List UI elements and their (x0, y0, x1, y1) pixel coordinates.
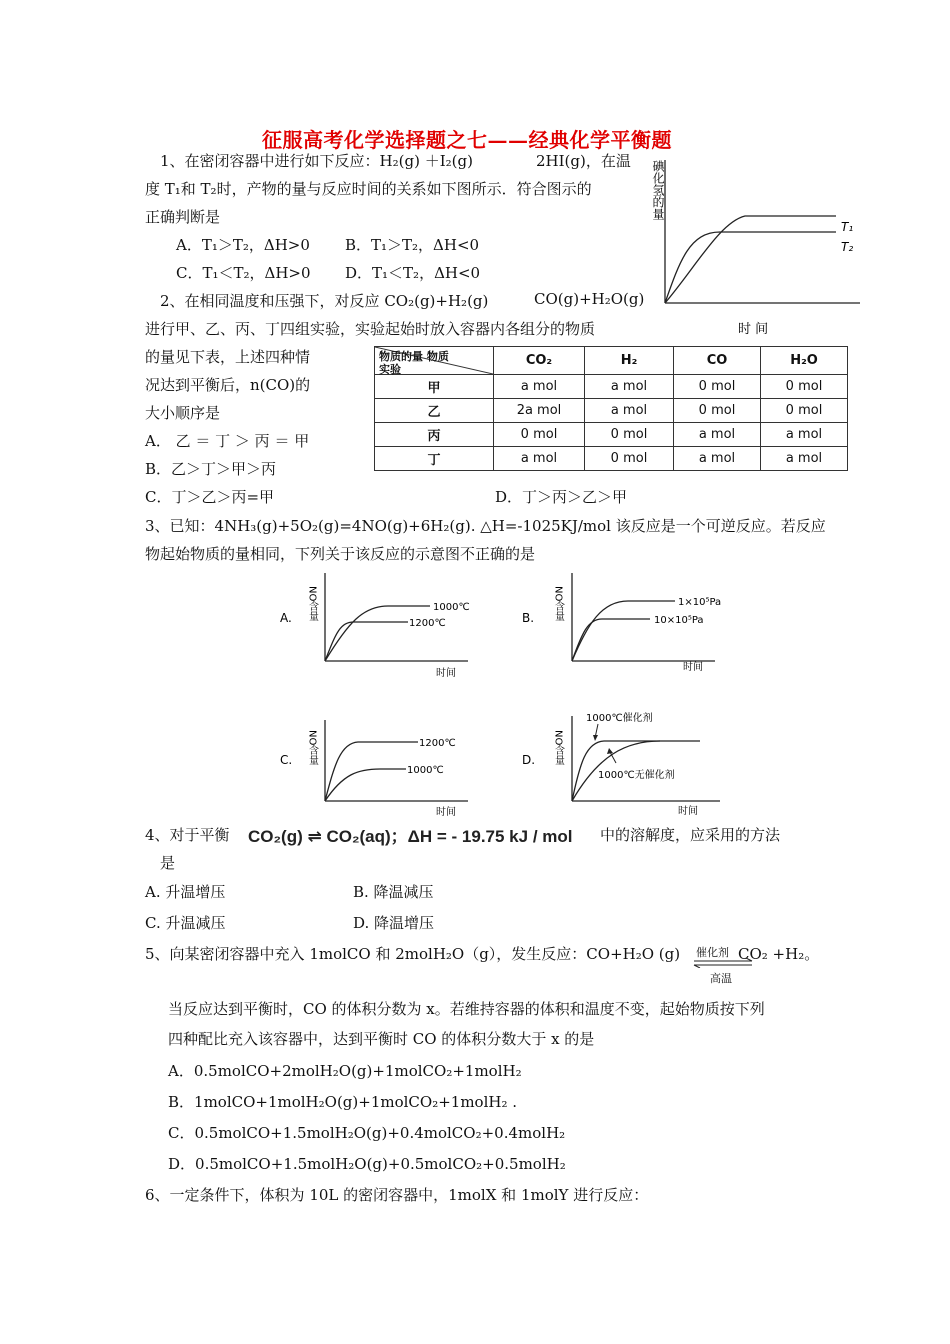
q5-option-c: C．0.5molCO+1.5molH₂O(g)+0.4molCO₂+0.4molH₂ (168, 1124, 566, 1142)
chart-label-upper: 1×10⁵Pa (678, 597, 722, 608)
q3-line2: 物起始物质的量相同，下列关于该反应的示意图不正确的是 (145, 545, 536, 563)
q5-condition-top: 催化剂 (696, 946, 729, 959)
q1-chart-xlabel: 时 间 (738, 322, 769, 337)
table-cell: 0 mol (761, 375, 848, 399)
q4-suffix: 中的溶解度，应采用的方法 (600, 826, 781, 844)
q2-line1-products: CO(g)+H₂O(g) (534, 290, 645, 308)
q5-option-d: D．0.5molCO+1.5molH₂O(g)+0.5molCO₂+0.5molH₂ (168, 1155, 566, 1173)
table-cell: a mol (761, 447, 848, 471)
q4-option-a: A. 升温增压 (145, 883, 226, 901)
chart-letter: B. (522, 611, 535, 625)
table-row (375, 447, 848, 471)
q5-line3: 四种配比充入该容器中，达到平衡时 CO 的体积分数大于 x 的是 (168, 1030, 595, 1048)
q6-line1: 6、一定条件下，体积为 10L 的密闭容器中，1molX 和 1molY 进行反应： (145, 1186, 649, 1204)
q4-equation: CO₂(g) ⇌ CO₂(aq)；ΔH = - 19.75 kJ / mol (244, 822, 577, 847)
q1-curve-t2 (665, 232, 836, 303)
table-header-h2o: H₂O (761, 347, 848, 375)
table-row-label: 甲 (375, 375, 494, 399)
chart-letter: D. (522, 753, 536, 767)
table-cell: a mol (761, 423, 848, 447)
q5-condition-bottom: 高温 (710, 972, 732, 985)
q3-line1: 3、已知：4NH₃(g)+5O₂(g)=4NO(g)+6H₂(g). △H=-1025KJ/mol 该反应是一个可逆反应。若反应 (145, 517, 826, 535)
arrow-head-icon (607, 748, 613, 754)
chart-label-lower: 1000℃无催化剂 (598, 770, 675, 781)
q2-line2: 进行甲、乙、丙、丁四组实验，实验起始时放入容器内各组分的物质 (145, 320, 596, 338)
table-header-row (375, 347, 848, 375)
chart-ylabel: NO含量 (306, 586, 318, 622)
q1-chart-label-t1: T₁ (841, 220, 854, 234)
q2-line4: 况达到平衡后，n(CO)的 (145, 376, 311, 394)
chart-letter: A. (280, 611, 292, 625)
chart-xlabel: 时间 (683, 662, 703, 673)
table-cell: 0 mol (674, 399, 761, 423)
arrow-head-icon (593, 735, 598, 741)
q1-option-a: A．T₁＞T₂，ΔH>0 (176, 236, 310, 254)
table-cell: a mol (674, 423, 761, 447)
table-row-label: 乙 (375, 399, 494, 423)
chart-label-lower: 10×10⁵Pa (654, 615, 704, 626)
q1-curve-t1 (665, 216, 836, 303)
table-row-label: 丙 (375, 423, 494, 447)
q2-option-a: A． 乙 ＝ 丁 ＞ 丙 ＝ 甲 (145, 432, 310, 450)
q1-line1: 1、在密闭容器中进行如下反应：H₂(g) ＋I₂(g) (160, 152, 473, 170)
chart-curve-lower (325, 769, 406, 801)
table-cell: a mol (674, 447, 761, 471)
table-cell: 0 mol (494, 423, 585, 447)
chart-ylabel: NO含量 (306, 730, 318, 766)
table-cell: 0 mol (585, 423, 674, 447)
q2-option-c: C．丁＞乙＞丙=甲 (145, 488, 275, 506)
q3-chart-d (520, 708, 740, 820)
table-row-label: 丁 (375, 447, 494, 471)
chart-label-lower: 1200℃ (409, 618, 446, 629)
q5-line2: 当反应达到平衡时，CO 的体积分数为 x。若维持容器的体积和温度不变，起始物质按下列 (168, 1000, 765, 1018)
chart-letter: C. (280, 753, 293, 767)
table-cell: a mol (585, 399, 674, 423)
q1-chart-ylabel: 碘化氢的量 (651, 160, 665, 220)
q4-prefix: 4、对于平衡 (145, 826, 230, 844)
chart-label-upper: 1000℃ (433, 602, 470, 613)
q4-option-d: D. 降温增压 (353, 914, 435, 932)
table-cell: 0 mol (585, 447, 674, 471)
table-header-co2: CO₂ (494, 347, 585, 375)
q1-chart-label-t2: T₂ (841, 240, 854, 254)
q5-line1: 5、向某密闭容器中充入 1molCO 和 2molH₂O（g），发生反应：CO+H₂O (g) (145, 945, 681, 963)
q4-option-c: C. 升温减压 (145, 914, 226, 932)
q3-chart-b (520, 568, 740, 680)
table-header-h2: H₂ (585, 347, 674, 375)
table-row (375, 399, 848, 423)
chart-curve-lower (572, 619, 650, 661)
q5-option-a: A．0.5molCO+2molH₂O(g)+1molCO₂+1molH₂ (168, 1062, 522, 1080)
table-corner-bottom: 实验 (379, 363, 401, 376)
q4-option-b: B. 降温减压 (353, 883, 434, 901)
table-row (375, 375, 848, 399)
page-title: 征服高考化学选择题之七——经典化学平衡题 (262, 128, 672, 152)
q1-option-c: C．T₁＜T₂，ΔH>0 (176, 264, 311, 282)
table-header-co: CO (674, 347, 761, 375)
chart-xlabel: 时间 (678, 806, 698, 817)
q1-line3: 正确判断是 (145, 208, 221, 226)
q2-line1: 2、在相同温度和压强下，对反应 CO₂(g)+H₂(g) (160, 292, 489, 310)
table-cell: a mol (494, 447, 585, 471)
q3-chart-c (278, 712, 493, 820)
chart-ylabel: NO含量 (552, 730, 564, 766)
table-cell: 0 mol (674, 375, 761, 399)
chart-xlabel: 时间 (436, 668, 456, 679)
q4-line2: 是 (160, 854, 176, 872)
chart-ylabel: NO含量 (552, 586, 564, 622)
q1-option-b: B．T₁＞T₂，ΔH<0 (345, 236, 480, 254)
q2-experiment-table (374, 346, 848, 471)
table-cell: 2a mol (494, 399, 585, 423)
q1-chart (650, 150, 870, 340)
table-row (375, 423, 848, 447)
q2-line5: 大小顺序是 (145, 404, 221, 422)
q5-option-b: B．1molCO+1molH₂O(g)+1molCO₂+1molH₂ . (168, 1093, 517, 1111)
table-cell: a mol (585, 375, 674, 399)
q2-option-d: D．丁＞丙＞乙＞甲 (495, 488, 628, 506)
table-corner-top: 物质的量 物质 (379, 350, 449, 363)
chart-curve-upper (572, 601, 675, 661)
q1-option-d: D．T₁＜T₂，ΔH<0 (345, 264, 481, 282)
q2-line3: 的量见下表，上述四种情 (145, 348, 311, 366)
table-cell: a mol (494, 375, 585, 399)
chart-label-upper: 1200℃ (419, 738, 456, 749)
chart-label-lower: 1000℃ (407, 765, 444, 776)
chart-label-upper: 1000℃催化剂 (586, 713, 653, 724)
q1-line1-product: 2HI(g)，在温 (536, 152, 631, 170)
chart-xlabel: 时间 (436, 807, 456, 818)
q5-line1-products: CO₂ +H₂。 (738, 945, 820, 963)
table-corner-cell (375, 347, 494, 375)
q2-option-b: B．乙＞丁＞甲＞丙 (145, 460, 277, 478)
chart-curve-upper (325, 606, 430, 661)
chart-curve-upper (325, 742, 418, 801)
q3-chart-a (278, 568, 493, 680)
q1-line2: 度 T₁和 T₂时，产物的量与反应时间的关系如下图所示．符合图示的 (145, 180, 592, 198)
table-cell: 0 mol (761, 399, 848, 423)
